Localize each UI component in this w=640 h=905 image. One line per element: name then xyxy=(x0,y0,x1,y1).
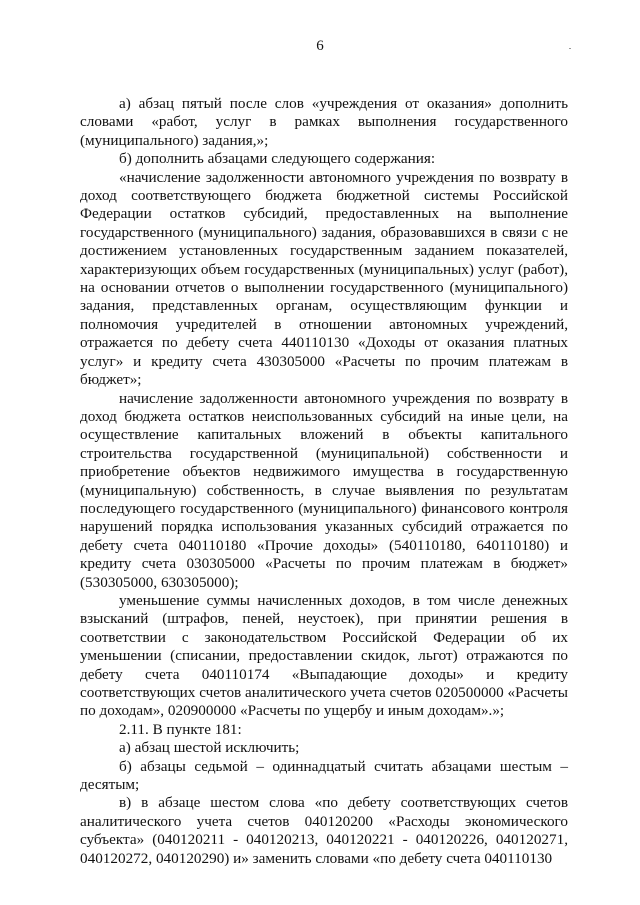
paragraph-amendment-b: б) дополнить абзацами следующего содержания: xyxy=(119,150,436,168)
page-number: 6 xyxy=(316,38,324,54)
paragraph-2-11-v: в) в абзаце шестом слова «по дебету соответствующих счетов аналитического учета счетов 040120200 «Расходы экономического субъекта» (040120211 - 040120213, 040120221 - 040120226, 040120271, 040120272, 040120290) и» заменить словами «по дебету счета 040110130 xyxy=(80,794,568,867)
paragraph-2-11-a: а) абзац шестой исключить; xyxy=(119,739,300,757)
document-body xyxy=(80,95,568,868)
paragraph-subsidy-return-other: начисление задолженности автономного учреждения по возврату в доход бюджета остатков неиспользованных субсидий на иные цели, на осуществление капитальных вложений в объекты капитального строительства государственной (муниципальной) собственности и приобретение объектов недвижимого имущества в государственную (муниципальную) собственность, в случае выявления по результатам последующего государственного (муниципального) финансового контроля нарушений порядка использования указанных субсидий отражается по дебету счета 040110180 «Прочие доходы» (540110180, 640110180) и кредиту счета 030305000 «Расчеты по прочим платежам в бюджет» (530305000, 630305000); xyxy=(80,389,568,591)
scan-speck xyxy=(569,48,571,49)
paragraph-income-reduction: уменьшение суммы начисленных доходов, в том числе денежных взысканий (штрафов, пеней, неустоек), при принятии решения в соответствии с законодательством Российской Федерации об их уменьшении (списании, предоставлении скидок, льгот) отражаются по дебету счета 040110174 «Выпадающие доходы» и кредиту соответствующих счетов аналитического учета счетов 020500000 «Расчеты по доходам», 020900000 «Расчеты по ущербу и иным доходам».»; xyxy=(80,591,568,720)
paragraph-2-11-b: б) абзацы седьмой – одиннадцатый считать абзацами шестым – десятым; xyxy=(80,757,568,794)
paragraph-amendment-a: а) абзац пятый после слов «учреждения от оказания» дополнить словами «работ, услуг в рамках выполнения государственного (муниципального) задания,»; xyxy=(80,95,568,149)
paragraph-section-2-11: 2.11. В пункте 181: xyxy=(119,720,242,738)
paragraph-subsidy-return-task: «начисление задолженности автономного учреждения по возврату в доход соответствующего бюджета бюджетной системы Российской Федерации остатков субсидий, предоставленных на выполнение государственного (муниципального) задания, образовавшихся в связи с не достижением установленных государственным заданием показателей, характеризующих объем государственных (муниципальных) услуг (работ), на основании отчетов о выполнении государственного (муниципального) задания, представленных органам, осуществляющим функции и полномочия учредителей в отношении автономных учреждений, отражается по дебету счета 440110130 «Доходы от оказания платных услуг» и кредиту счета 430305000 «Расчеты по прочим платежам в бюджет»; xyxy=(80,168,568,389)
